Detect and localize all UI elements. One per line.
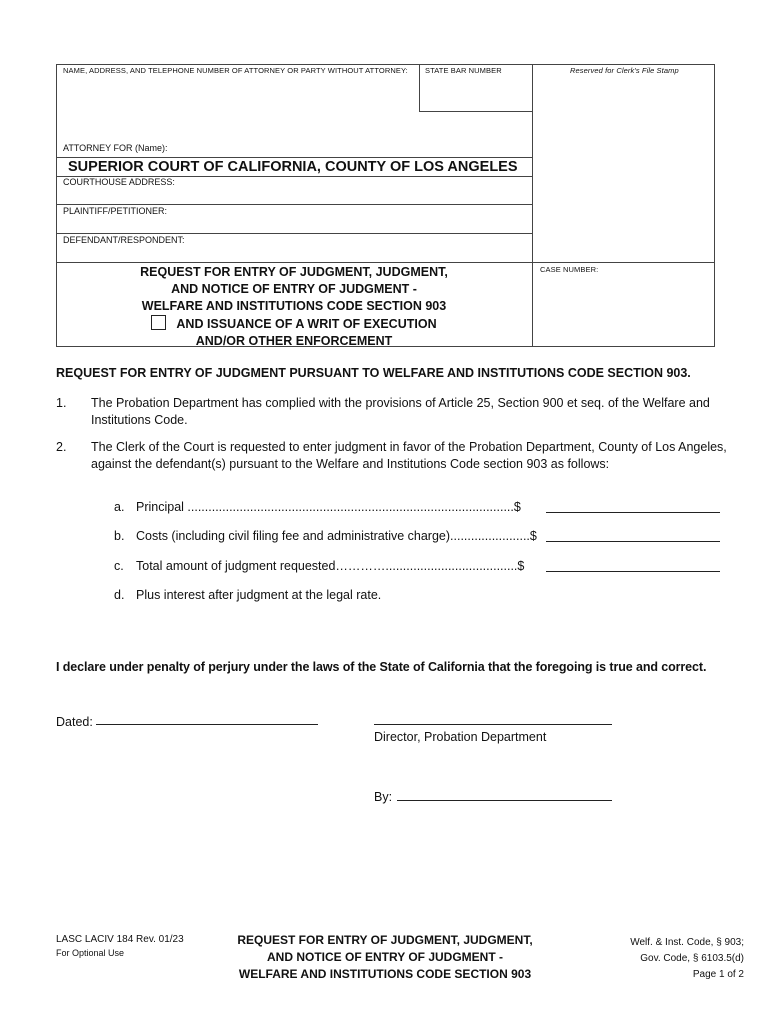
item-text bbox=[91, 439, 741, 473]
item-text-line: Institutions Code. bbox=[91, 413, 188, 427]
perjury-declaration: I declare under penalty of perjury under the laws of the State of California that the foregoing is true and correct. bbox=[56, 660, 707, 674]
section-heading: REQUEST FOR ENTRY OF JUDGMENT PURSUANT TO WELFARE AND INSTITUTIONS CODE SECTION 903. bbox=[56, 366, 691, 380]
writ-option-label: AND ISSUANCE OF A WRIT OF EXECUTION bbox=[176, 317, 437, 331]
director-signature-line[interactable] bbox=[374, 724, 612, 725]
dated-label: Dated: bbox=[56, 715, 93, 729]
item-text-line: The Probation Department has complied with the provisions of Article 25, Section 900 et seq. of the Welfare and bbox=[91, 396, 710, 410]
interest-note: Plus interest after judgment at the legal rate. bbox=[136, 588, 382, 602]
footer-codes bbox=[630, 935, 744, 983]
principal-amount-field[interactable] bbox=[546, 512, 720, 513]
code-citation: Welf. & Inst. Code, § 903; bbox=[630, 937, 744, 948]
amount-costs-label: Costs (including civil filing fee and administrative charge).......................$ bbox=[136, 529, 537, 543]
amount-letter: d. bbox=[114, 588, 125, 602]
footer-title-line: WELFARE AND INSTITUTIONS CODE SECTION 903 bbox=[238, 967, 532, 981]
title-line-top bbox=[56, 262, 715, 263]
plaintiff-line-top bbox=[56, 204, 533, 205]
court-name: SUPERIOR COURT OF CALIFORNIA, COUNTY OF LOS ANGELES bbox=[68, 159, 518, 175]
total-amount-field[interactable] bbox=[546, 571, 720, 572]
amount-total-label: Total amount of judgment requested…………......................................$ bbox=[136, 559, 525, 573]
costs-amount-field[interactable] bbox=[546, 541, 720, 542]
amount-principal-label: Principal ..............................................................................................$ bbox=[136, 500, 521, 514]
form-title-line: AND/OR OTHER ENFORCEMENT bbox=[195, 334, 393, 348]
form-title bbox=[58, 264, 530, 350]
amount-letter: b. bbox=[114, 529, 125, 543]
item-text-line: The Clerk of the Court is requested to enter judgment in favor of the Probation Department, County of Los Angeles, bbox=[91, 440, 727, 454]
by-signature-field[interactable] bbox=[397, 800, 612, 801]
amount-letter: a. bbox=[114, 500, 125, 514]
form-title-line: WELFARE AND INSTITUTIONS CODE SECTION 903 bbox=[141, 299, 447, 313]
writ-checkbox[interactable] bbox=[151, 315, 166, 330]
item-text bbox=[91, 395, 731, 429]
director-label: Director, Probation Department bbox=[374, 730, 547, 744]
plaintiff-label: PLAINTIFF/PETITIONER: bbox=[63, 206, 168, 216]
form-title-line: AND NOTICE OF ENTRY OF JUDGMENT - bbox=[171, 282, 417, 296]
code-citation: Gov. Code, § 6103.5(d) bbox=[640, 953, 744, 964]
courthouse-address-label: COURTHOUSE ADDRESS: bbox=[63, 177, 175, 187]
footer-title-line: REQUEST FOR ENTRY OF JUDGMENT, JUDGMENT, bbox=[237, 933, 533, 947]
form-title-line-writ bbox=[58, 315, 530, 333]
page-number: Page 1 of 2 bbox=[692, 969, 744, 980]
item-number: 2. bbox=[56, 440, 67, 454]
by-label: By: bbox=[374, 790, 393, 804]
footer-title-line: AND NOTICE OF ENTRY OF JUDGMENT - bbox=[266, 950, 503, 964]
defendant-label: DEFENDANT/RESPONDENT: bbox=[63, 235, 185, 245]
court-line-top bbox=[56, 157, 533, 158]
amount-letter: c. bbox=[114, 559, 124, 573]
attorney-for-label: ATTORNEY FOR (Name): bbox=[63, 143, 168, 153]
footer-title bbox=[215, 932, 555, 983]
attorney-name-label: NAME, ADDRESS, AND TELEPHONE NUMBER OF ATTORNEY OR PARTY WITHOUT ATTORNEY: bbox=[63, 66, 408, 75]
form-id: LASC LACIV 184 Rev. 01/23 bbox=[56, 934, 184, 945]
defendant-line-top bbox=[56, 233, 533, 234]
optional-use-note: For Optional Use bbox=[56, 948, 125, 958]
state-bar-label: STATE BAR NUMBER bbox=[425, 66, 502, 75]
item-number: 1. bbox=[56, 396, 67, 410]
dated-field[interactable] bbox=[96, 724, 318, 725]
case-number-label: CASE NUMBER: bbox=[540, 265, 599, 274]
item-text-line: against the defendant(s) pursuant to the Welfare and Institutions Code section 903 as follows: bbox=[91, 457, 610, 471]
form-title-line: REQUEST FOR ENTRY OF JUDGMENT, JUDGMENT, bbox=[140, 265, 448, 279]
clerk-stamp-label: Reserved for Clerk's File Stamp bbox=[570, 66, 679, 75]
